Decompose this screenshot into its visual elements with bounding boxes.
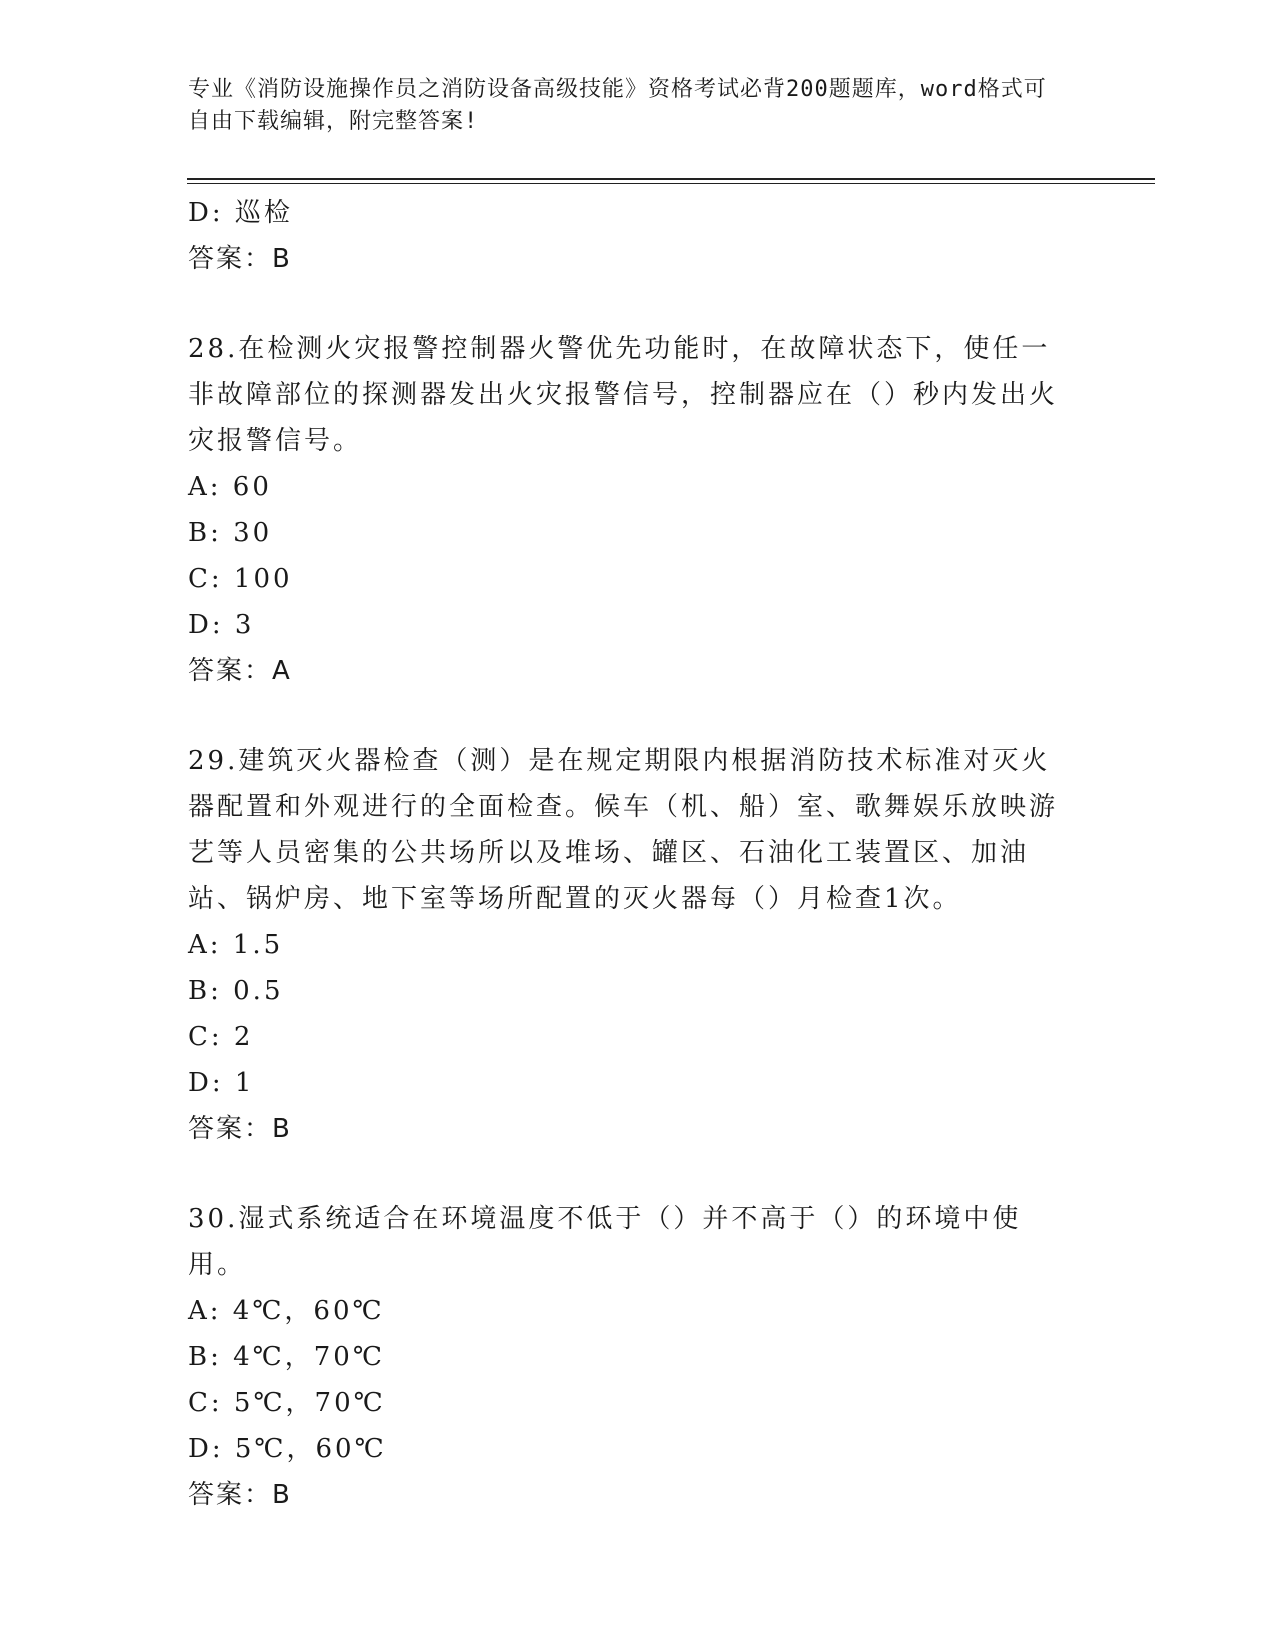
option-b: B: 30 <box>188 518 273 548</box>
answer: 答案：B <box>188 1114 292 1144</box>
document-header: 专业《消防设施操作员之消防设备高级技能》资格考试必背200题题库，word格式可自由下载编辑，附完整答案! <box>188 77 1047 134</box>
question-text: 30.湿式系统适合在环境温度不低于（）并不高于（）的环境中使用。 <box>188 1204 1022 1280</box>
question-28 <box>188 326 1088 694</box>
option-c: C: 100 <box>188 564 293 594</box>
header-divider-thin <box>187 183 1155 184</box>
option-b: B: 4℃，70℃ <box>188 1342 385 1372</box>
answer: 答案：B <box>188 1480 292 1510</box>
question-30 <box>188 1196 1088 1518</box>
option-c: C: 5℃，70℃ <box>188 1388 386 1418</box>
prev-question-option-d: D: 巡检 <box>188 198 293 228</box>
question-text: 28.在检测火灾报警控制器火警优先功能时，在故障状态下，使任一非故障部位的探测器发出火灾报警信号，控制器应在（）秒内发出火灾报警信号。 <box>188 334 1059 456</box>
question-list <box>188 190 1088 1518</box>
option-a: A: 60 <box>188 472 272 502</box>
question-29 <box>188 738 1088 1152</box>
option-b: B: 0.5 <box>188 976 284 1006</box>
option-d: D: 3 <box>188 610 255 640</box>
header-divider-thick <box>187 178 1155 180</box>
question-text: 29.建筑灭火器检查（测）是在规定期限内根据消防技术标准对灭火器配置和外观进行的全面检查。候车（机、船）室、歌舞娱乐放映游艺等人员密集的公共场所以及堆场、罐区、石油化工装置区、加油站、锅炉房、地下室等场所配置的灭火器每（）月检查1次。 <box>188 746 1059 914</box>
option-d: D: 5℃，60℃ <box>188 1434 387 1464</box>
option-c: C: 2 <box>188 1022 254 1052</box>
option-a: A: 1.5 <box>188 930 284 960</box>
prev-question-answer: 答案：B <box>188 244 292 274</box>
option-a: A: 4℃，60℃ <box>188 1296 385 1326</box>
answer: 答案：A <box>188 656 292 686</box>
option-d: D: 1 <box>188 1068 255 1098</box>
